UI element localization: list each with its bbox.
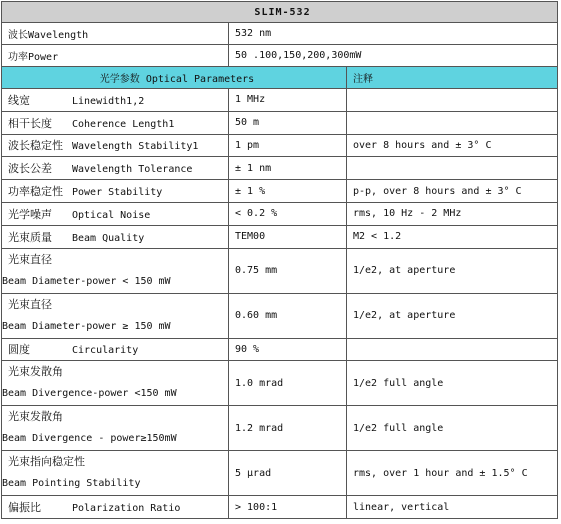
param-cn: 光束直径: [8, 297, 52, 311]
param-value: 1 MHz: [229, 89, 347, 112]
notes-header: 注释: [347, 67, 558, 89]
param-cn: 光束质量: [8, 230, 52, 244]
param-en: Beam Divergence-power <150 mW: [2, 388, 177, 400]
table-row: [2, 111, 558, 134]
table-row: [2, 406, 558, 451]
param-en: Beam Diameter-power < 150 mW: [2, 275, 171, 287]
param-en: Wavelength Tolerance: [72, 164, 193, 176]
table-row: [2, 134, 558, 157]
param-note: 1/e2 full angle: [347, 406, 558, 451]
param-cn: 光束指向稳定性: [8, 455, 85, 469]
param-value: ± 1 nm: [229, 157, 347, 180]
param-value: 1 pm: [229, 134, 347, 157]
param-en: Optical Noise: [72, 209, 151, 221]
param-value: < 0.2 %: [229, 202, 347, 225]
param-value: 0.60 mm: [229, 293, 347, 338]
table-row: [2, 248, 558, 293]
param-value: 90 %: [229, 338, 347, 361]
table-row: [2, 202, 558, 225]
param-en: Beam Quality: [72, 232, 145, 244]
param-cn: 功率稳定性: [8, 185, 63, 199]
param-note: [347, 157, 558, 180]
table-row: [2, 225, 558, 248]
param-value: 50 m: [229, 111, 347, 134]
param-en: Coherence Length1: [72, 118, 175, 130]
param-en: Power Stability: [72, 187, 163, 199]
param-value: 1.0 mrad: [229, 361, 347, 406]
product-title: SLIM-532: [2, 2, 558, 23]
table-row: [2, 157, 558, 180]
param-note: 1/e2 full angle: [347, 361, 558, 406]
table-row: [2, 451, 558, 496]
param-cn: 光学噪声: [8, 207, 52, 221]
param-en: Beam Divergence - power≥150mW: [2, 433, 177, 445]
param-en: Linewidth1,2: [72, 95, 145, 107]
table-row: [2, 293, 558, 338]
param-cn: 相干长度: [8, 116, 52, 130]
wavelength-row: [2, 23, 558, 45]
param-cn: 波长稳定性: [8, 139, 63, 153]
param-value: 1.2 mrad: [229, 406, 347, 451]
param-note: linear, vertical: [347, 496, 558, 519]
wavelength-value: 532 nm: [229, 23, 558, 45]
param-note: 1/e2, at aperture: [347, 248, 558, 293]
param-en: Beam Diameter-power ≥ 150 mW: [2, 320, 171, 332]
param-cn: 光束发散角: [8, 365, 63, 379]
param-en: Wavelength Stability1: [72, 141, 199, 153]
table-row: [2, 180, 558, 203]
power-value: 50 .100,150,200,300mW: [229, 45, 558, 67]
param-note: rms, 10 Hz - 2 MHz: [347, 202, 558, 225]
param-value: 0.75 mm: [229, 248, 347, 293]
section-header-row: [2, 67, 558, 89]
param-cn: 光束发散角: [8, 410, 63, 424]
param-note: [347, 338, 558, 361]
param-note: M2 < 1.2: [347, 225, 558, 248]
param-note: p-p, over 8 hours and ± 3° C: [347, 180, 558, 203]
param-note: 1/e2, at aperture: [347, 293, 558, 338]
param-note: rms, over 1 hour and ± 1.5° C: [347, 451, 558, 496]
param-cn: 圆度: [8, 343, 30, 357]
param-value: 5 μrad: [229, 451, 347, 496]
param-note: over 8 hours and ± 3° C: [347, 134, 558, 157]
param-cn: 光束直径: [8, 252, 52, 266]
spec-table: [1, 1, 558, 519]
table-row: [2, 361, 558, 406]
title-row: [2, 2, 558, 23]
param-value: > 100:1: [229, 496, 347, 519]
param-en: Polarization Ratio: [72, 503, 181, 515]
param-en: Circularity: [72, 345, 139, 357]
power-row: [2, 45, 558, 67]
param-en: Beam Pointing Stability: [2, 478, 141, 490]
param-note: [347, 89, 558, 112]
param-cn: 线宽: [8, 93, 30, 107]
param-note: [347, 111, 558, 134]
param-cn: 波长公差: [8, 162, 52, 176]
param-cn: 偏振比: [8, 501, 41, 515]
param-value: ± 1 %: [229, 180, 347, 203]
param-value: TEM00: [229, 225, 347, 248]
wavelength-label: 波长Wavelength: [2, 23, 229, 45]
optical-parameters-header: 光学参数 Optical Parameters: [2, 67, 347, 89]
table-row: [2, 496, 558, 519]
power-label: 功率Power: [2, 45, 229, 67]
table-row: [2, 338, 558, 361]
table-row: [2, 89, 558, 112]
